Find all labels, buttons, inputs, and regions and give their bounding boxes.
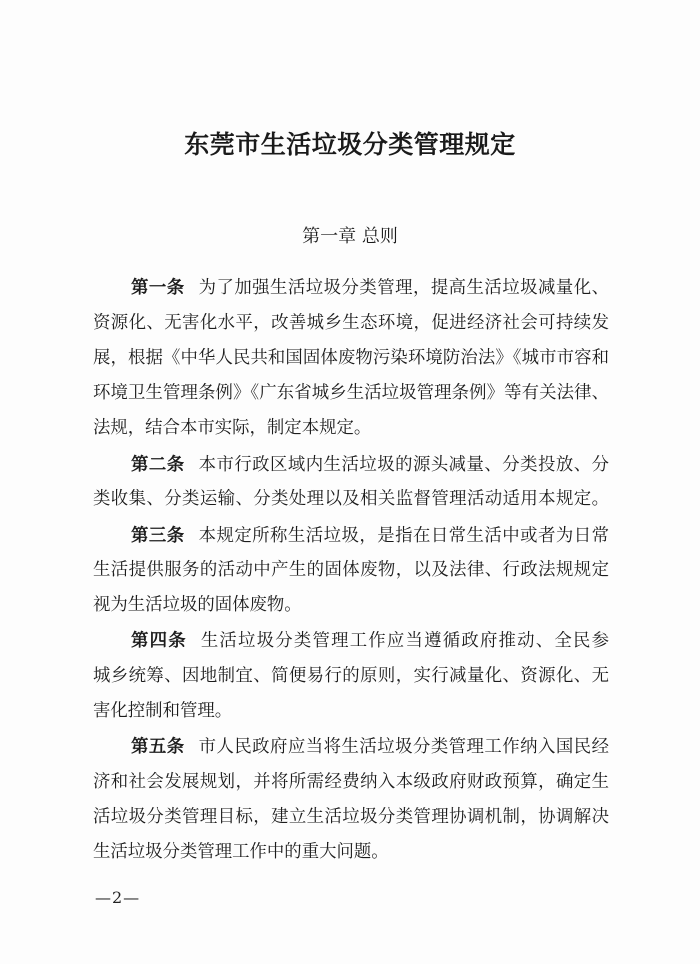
article-1-line-3: 展，根据《中华人民共和国固体废物污染环境防治法》《城市市容和	[93, 348, 609, 368]
article-1-line-2: 资源化、无害化水平，改善城乡生态环境，促进经济社会可持续发	[93, 313, 609, 333]
article-5-line-2: 济和社会发展规划，并将所需经费纳入本级政府财政预算，确定生	[93, 772, 609, 792]
page-number: —2—	[95, 888, 141, 907]
article-5-line-1	[93, 735, 609, 761]
article-3-line-1	[93, 524, 609, 550]
article-label: 第四条	[131, 631, 187, 651]
chapter-heading: 第一章 总则	[302, 226, 398, 247]
article-3-line-3: 视为生活垃圾的固体废物。	[93, 595, 302, 615]
article-text: 为了加强生活垃圾分类管理，提高生活垃圾减量化、	[198, 278, 609, 298]
document-title: 东莞市生活垃圾分类管理规定	[184, 130, 516, 159]
article-4-line-1	[93, 629, 609, 655]
article-1-line-1	[93, 276, 609, 302]
article-2-line-1	[93, 453, 609, 479]
article-text: 生活垃圾分类管理工作应当遵循政府推动、全民参	[200, 631, 609, 651]
article-label: 第二条	[131, 455, 185, 475]
article-4-line-2: 城乡统筹、因地制宜、简便易行的原则，实行减量化、资源化、无	[93, 666, 609, 686]
article-2-line-2: 类收集、分类运输、分类处理以及相关监督管理活动适用本规定。	[93, 489, 609, 509]
article-label: 第一条	[131, 278, 185, 298]
article-1-line-5: 法规，结合本市实际，制定本规定。	[93, 418, 372, 438]
article-label: 第五条	[131, 737, 185, 757]
article-text: 本市行政区域内生活垃圾的源头减量、分类投放、分	[198, 455, 609, 475]
article-text: 市人民政府应当将生活垃圾分类管理工作纳入国民经	[198, 737, 609, 757]
article-5-line-3: 活垃圾分类管理目标，建立生活垃圾分类管理协调机制，协调解决	[93, 807, 609, 827]
article-label: 第三条	[131, 526, 185, 546]
article-text: 本规定所称生活垃圾，是指在日常生活中或者为日常	[198, 526, 609, 546]
article-3-line-2: 生活提供服务的活动中产生的固体废物，以及法律、行政法规规定	[93, 560, 609, 580]
article-5-line-4: 生活垃圾分类管理工作中的重大问题。	[93, 842, 389, 862]
article-4-line-3: 害化控制和管理。	[93, 701, 233, 721]
article-1-line-4: 环境卫生管理条例》《广东省城乡生活垃圾管理条例》等有关法律、	[93, 383, 609, 403]
